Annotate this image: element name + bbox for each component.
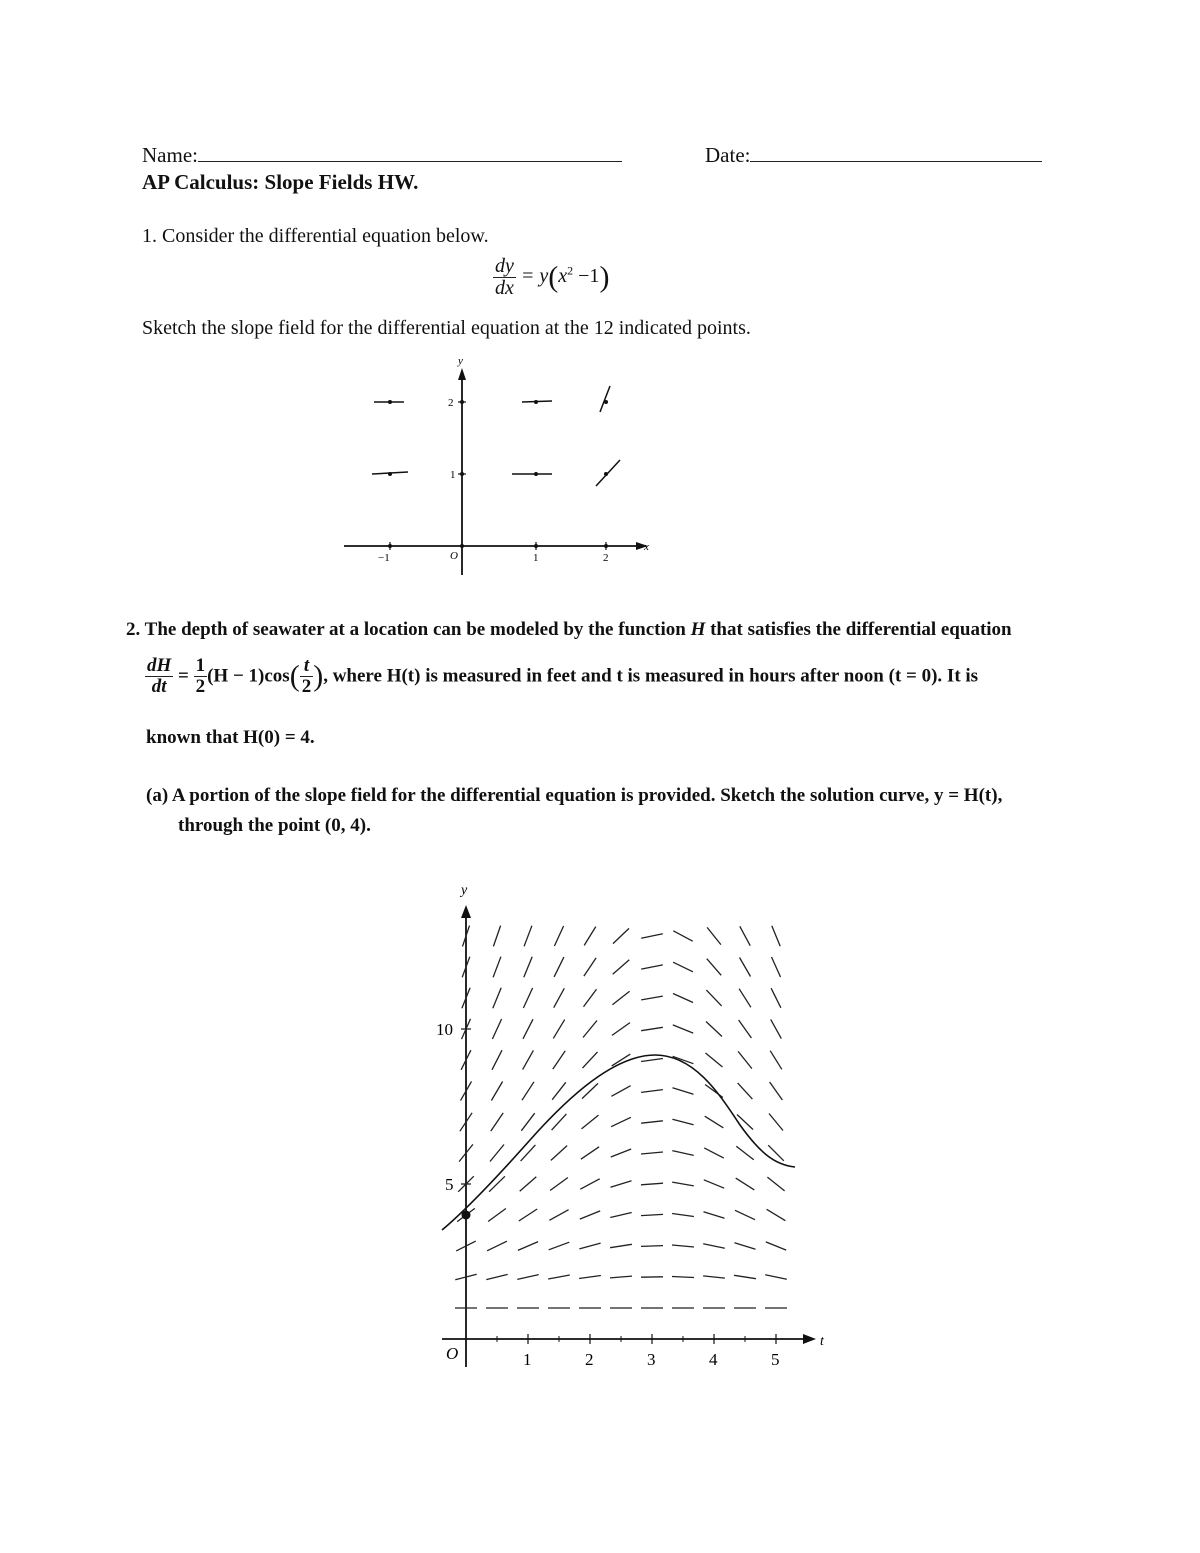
q2-slope-segment — [641, 1027, 663, 1030]
q2-slope-segment — [641, 1246, 663, 1247]
q2-slope-segment — [524, 926, 532, 947]
date-blank[interactable] — [750, 142, 1042, 162]
q1-point-0-1 — [460, 472, 464, 476]
q1-x-tick-neg1: −1 — [378, 552, 390, 564]
q2-number: 2. — [126, 619, 141, 640]
q2-slope-segment — [641, 996, 663, 1000]
q2-t-den: 2 — [301, 675, 312, 697]
q2-slope-segment — [738, 1051, 752, 1068]
q2-slope-segment — [672, 1245, 694, 1247]
name-field[interactable] — [142, 142, 622, 168]
q2-slope-segment — [491, 1113, 503, 1131]
q2-slope-segment — [523, 1019, 533, 1039]
q2-slope-segment — [611, 1181, 632, 1188]
q2-slope-segment — [738, 1083, 753, 1099]
q2-slope-segment — [673, 962, 693, 972]
q2-slope-segment — [552, 1114, 567, 1130]
q2-eq-lhs-num: dH — [147, 655, 172, 676]
name-blank[interactable] — [198, 142, 622, 162]
q2-slope-segment — [704, 1212, 725, 1219]
q2-slope-segment — [672, 1182, 694, 1186]
q2-slope-segment — [523, 1050, 534, 1069]
q1-eq-exponent: 2 — [567, 263, 574, 278]
q2-slope-segment — [519, 1209, 537, 1221]
q2-slope-segment — [611, 1117, 631, 1126]
q2-slope-segment — [641, 965, 663, 969]
q1-eq-num: dy — [495, 255, 514, 277]
q2-stem-3: , where H(t) is measured in feet and t is measured in hours after noon (t = 0). It is — [323, 665, 979, 687]
q2-stem-line1 — [126, 619, 1012, 641]
q2-slope-segment — [523, 988, 532, 1008]
q2-slope-segment — [583, 1021, 597, 1038]
q2-y-axis-label: y — [461, 883, 468, 898]
q2-slope-segment — [673, 1088, 694, 1095]
q2-slope-segment — [672, 1277, 694, 1278]
q2-slope-segment — [581, 1147, 599, 1159]
q1-point-1-0 — [534, 544, 538, 548]
q2-slope-segment — [580, 1179, 599, 1189]
q1-intro — [142, 225, 489, 248]
q2-slope-segment — [735, 1243, 756, 1250]
q2-y-tick-label-10: 10 — [436, 1020, 453, 1039]
q2-slope-segment — [772, 926, 780, 946]
q2-slope-segment — [492, 1019, 501, 1039]
name-label: Name: — [142, 143, 198, 167]
q1-eq-rhs: = $y(x^2 -1)$ — [520, 260, 610, 294]
q1-number: 1. — [142, 225, 157, 247]
q2-slope-segment — [584, 958, 596, 976]
q2-slope-segment — [488, 1209, 506, 1222]
q2-t-tick-label-3: 3 — [647, 1350, 656, 1369]
q2-slope-segment — [641, 1059, 663, 1062]
q2-slope-segment — [517, 1275, 538, 1280]
q2-part-a-label: (a) — [146, 785, 169, 806]
q2-slope-segment — [611, 1086, 630, 1097]
q2-slope-segment — [673, 1025, 693, 1033]
q2-slope-segment — [584, 927, 596, 946]
q2-t-tick-label-5: 5 — [771, 1350, 780, 1369]
q2-slope-segment — [613, 928, 629, 943]
q2-slope-segment — [739, 989, 751, 1008]
q1-point-neg1-0 — [388, 544, 392, 548]
q2-slope-segment — [735, 1210, 755, 1219]
q2-slope-segment — [737, 1115, 753, 1130]
q2-slope-segment — [706, 990, 721, 1006]
q2-initial-point — [462, 1211, 471, 1220]
q1-segment-2-2 — [600, 386, 610, 412]
q2-slope-segment — [766, 1242, 786, 1250]
q2-slope-segment — [765, 1275, 787, 1279]
q2-half-num: 1 — [195, 655, 206, 676]
q2-slope-segment — [767, 1209, 786, 1220]
q2-slope-segment — [580, 1211, 600, 1219]
q2-slope-segment — [703, 1244, 725, 1248]
q2-slope-segment — [770, 1082, 783, 1100]
q1-x-tick-2: 2 — [603, 552, 609, 564]
q2-t-num: t — [300, 656, 314, 677]
q2-t-axis-label: t — [820, 1334, 824, 1349]
q1-eq-rhs-y: = y — [520, 265, 549, 288]
q2-half-den: 2 — [195, 675, 206, 697]
q2-slope-segment — [551, 1146, 567, 1161]
q2-slope-segment — [518, 1242, 538, 1251]
q2-slope-segment — [553, 1051, 565, 1069]
q2-eq-lhs-den: dt — [151, 675, 167, 697]
q2-slope-segment — [521, 1113, 534, 1131]
q2-part-a-line2: through the point (0, 4). — [178, 815, 371, 836]
q2-slope-segment — [740, 958, 751, 977]
worksheet-title: AP Calculus: Slope Fields HW. — [142, 170, 419, 194]
q2-slope-segment — [612, 991, 629, 1005]
q1-origin-label: O — [450, 550, 458, 562]
q2-slope-segment — [610, 1276, 632, 1278]
q2-slope-field-graph[interactable] — [420, 875, 840, 1375]
q2-slope-segment — [492, 1050, 502, 1070]
q2-slope-segment — [582, 1115, 599, 1129]
q2-slope-segment — [704, 1180, 724, 1188]
q2-t-arrow — [803, 1334, 816, 1344]
q1-derivative — [493, 256, 516, 299]
q2-slope-segment — [707, 959, 721, 976]
q2-stem-var: H — [690, 619, 706, 640]
q2-slope-segment — [641, 934, 663, 939]
q2-slope-segment — [493, 926, 500, 947]
q2-t-tick-label-1: 1 — [523, 1350, 532, 1369]
q2-stem-2: that satisfies the differential equation — [710, 619, 1012, 640]
q2-slope-segment — [490, 1145, 504, 1162]
q2-slope-segment — [673, 994, 693, 1003]
q2-slope-segment — [554, 988, 565, 1007]
q2-slope-segment — [489, 1176, 505, 1191]
q2-t-tick-label-4: 4 — [709, 1350, 718, 1369]
q1-eq-rhs-x: x — [558, 265, 568, 288]
q2-slope-segment — [491, 1082, 502, 1101]
q1-y-tick-1: 1 — [450, 469, 456, 481]
q2-slope-segment — [767, 1177, 784, 1191]
q2-slope-segment — [706, 1022, 722, 1037]
q2-slope-segment — [582, 1083, 598, 1098]
q2-slope-segment — [771, 1019, 782, 1038]
q2-slope-segment — [520, 1177, 537, 1192]
q2-slope-segment — [739, 1020, 752, 1038]
q2-slope-segment — [552, 1082, 566, 1099]
q2-y-tick-label-5: 5 — [445, 1175, 454, 1194]
q2-eq-equals: = — [178, 665, 189, 687]
q2-half — [194, 656, 208, 697]
q2-slope-segment — [734, 1275, 756, 1278]
q2-stem-4: known that H(0) = 4. — [146, 727, 315, 748]
q2-part-a-line1: A portion of the slope field for the differential equation is provided. Sketch the solution curve, y = H(t), — [171, 785, 1003, 806]
q2-slope-segment — [579, 1243, 600, 1249]
q1-segment-2-1 — [596, 460, 620, 486]
q2-slope-segment — [705, 1116, 724, 1128]
q2-slope-segment — [549, 1242, 570, 1250]
q2-slope-segment — [704, 1148, 724, 1158]
q2-slope-segment — [641, 1152, 663, 1154]
q2-t-tick-label-2: 2 — [585, 1350, 594, 1369]
q2-slope-segment — [672, 1119, 693, 1125]
q1-point-2-0 — [604, 544, 608, 548]
q2-derivative — [145, 656, 173, 697]
q2-slope-segment — [740, 926, 750, 945]
q2-slope-segment — [553, 1020, 564, 1039]
q2-slope-segment — [769, 1114, 783, 1131]
q2-slope-segment — [524, 957, 532, 977]
q2-slope-segment — [548, 1275, 570, 1279]
q1-y-arrow — [458, 368, 466, 380]
q2-part-a — [146, 785, 1002, 807]
q2-stem-1: The depth of seawater at a location can be modeled by the function — [144, 619, 686, 640]
q1-intro-text: Consider the differential equation below. — [162, 225, 489, 247]
q2-slope-segment — [549, 1210, 568, 1221]
q1-y-axis-label: y — [458, 355, 463, 367]
date-label: Date: — [705, 143, 751, 167]
q2-slope-segment — [486, 1274, 507, 1279]
q2-slope-segment — [487, 1241, 507, 1251]
q2-slope-segment — [736, 1146, 753, 1160]
q2-slope-segment — [610, 1244, 632, 1247]
q1-equation — [493, 256, 609, 299]
q2-slope-segment — [611, 1149, 631, 1157]
q2-slope-segment — [610, 1213, 631, 1218]
q2-slope-segment — [493, 988, 501, 1008]
q2-slope-segment — [554, 957, 564, 977]
q2-slope-segment — [706, 1053, 723, 1067]
q2-slope-segment — [550, 1178, 568, 1191]
q2-slope-segment — [554, 926, 563, 946]
q2-solution-curve — [442, 1055, 795, 1230]
q2-eq-mid: (H − 1)cos — [207, 665, 290, 687]
q1-y-tick-2: 2 — [448, 397, 454, 409]
q2-slope-segment — [641, 1214, 663, 1215]
q2-y-arrow — [461, 905, 471, 918]
q2-slope-segment — [707, 927, 721, 944]
q2-stem-line2: $\frac{dH}{dt}$ = $\frac{1}{2}$ (H − 1)cos( $\frac{t}{2}$ ), where H(t) is measured in feet and t is measured in hours after noon (t = 0). It is — [147, 655, 979, 697]
q1-instruction: Sketch the slope field for the differential equation at the 12 indicated points. — [142, 317, 751, 339]
q2-slope-segment — [672, 1151, 693, 1156]
q2-t-over-2 — [300, 656, 314, 697]
q2-slope-segment — [641, 1090, 663, 1093]
q2-slope-segment — [672, 1214, 694, 1217]
q1-segment-neg1-1 — [372, 472, 408, 474]
q2-slope-segment — [673, 931, 692, 941]
q1-x-axis-label: x — [644, 541, 649, 553]
q2-slope-segment — [584, 989, 597, 1007]
q2-slope-segment — [583, 1052, 598, 1068]
q1-point-0-0 — [460, 544, 464, 548]
q2-slope-segment — [613, 960, 630, 974]
q2-slope-segment — [771, 988, 781, 1008]
q2-slope-segment — [772, 957, 781, 977]
q2-slope-segment — [522, 1082, 534, 1100]
q1-eq-den: dx — [495, 277, 514, 299]
q1-slope-graph[interactable] — [330, 350, 670, 580]
q2-slope-segment — [641, 1183, 663, 1185]
q1-segment-1-2 — [522, 401, 552, 402]
q1-x-tick-1: 1 — [533, 552, 539, 564]
q2-slope-segment — [579, 1276, 601, 1279]
q2-slope-segment — [703, 1276, 725, 1278]
date-field[interactable] — [705, 142, 1042, 168]
q2-origin-label: O — [446, 1344, 459, 1363]
q1-point-0-2 — [460, 400, 464, 404]
q2-slope-segment — [736, 1178, 755, 1190]
q2-slope-segment — [770, 1051, 782, 1070]
q2-slope-segment — [612, 1023, 630, 1036]
q2-slope-segment — [641, 1121, 663, 1123]
q1-eq-minus-one: −1 — [578, 265, 600, 288]
q2-slope-segment — [493, 957, 501, 978]
